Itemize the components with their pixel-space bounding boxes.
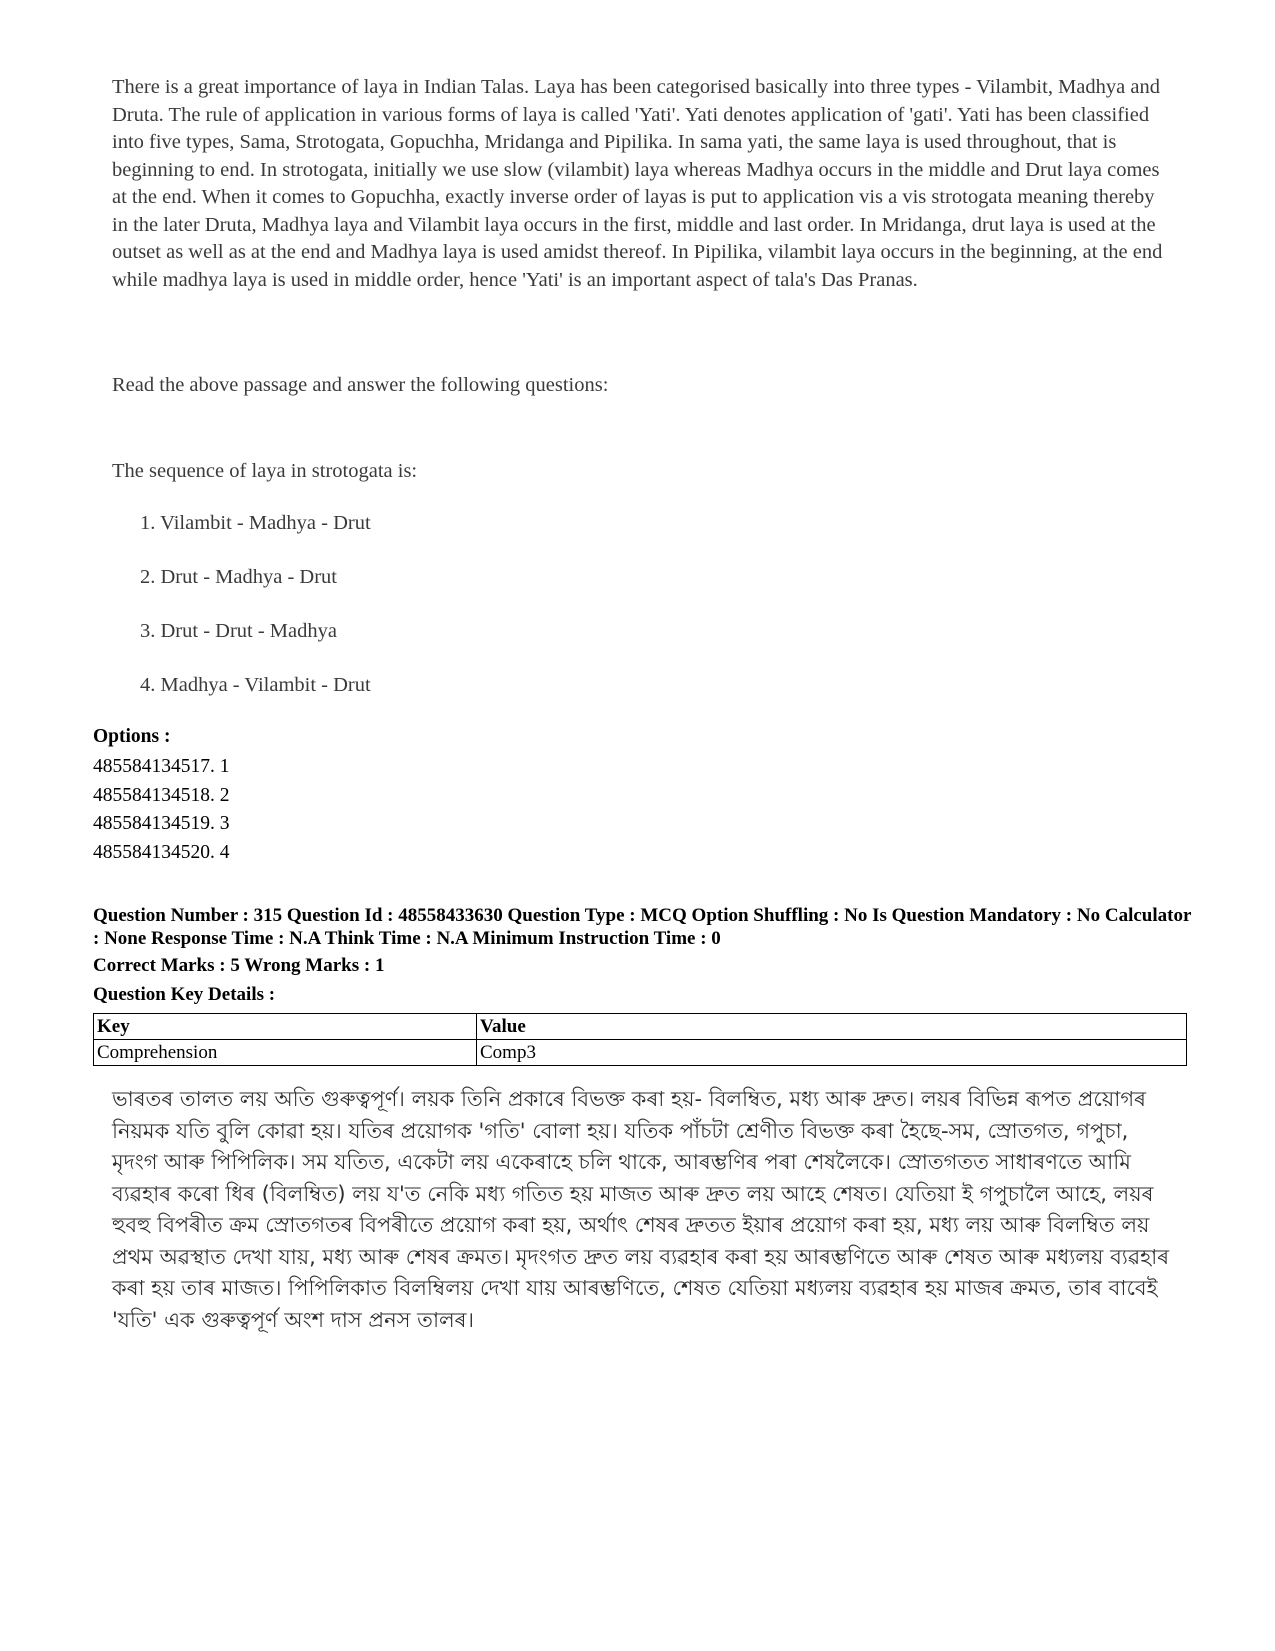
question-info: Question Number : 315 Question Id : 48558433630 Question Type : MCQ Option Shuffling : No Is Question Mandatory : No Calculator : None Response Time : N.A Think Time : N.A Minimum Instruction Time : 0: [93, 905, 1192, 949]
options-heading: Options :: [93, 726, 171, 747]
table-header-key: Key: [94, 1014, 477, 1040]
table-header-row: [94, 1014, 1187, 1040]
passage-english: There is a great importance of laya in Indian Talas. Laya has been categorised basically into three types - Vilambit, Madhya and Druta. The rule of application in various forms of laya is called 'Yati'. Yati denotes application of 'gati'. Yati has been classified into five types, Sama, Strotogata, Gopuchha, Mridanga and Pipilika. In sama yati, the same laya is used throughout, that is beginning to end. In strotogata, initially we use slow (vilambit) laya whereas Madhya occurs in the middle and Drut laya comes at the end. When it comes to Gopuchha, exactly inverse order of layas is put to application vis a vis strotogata meaning thereby in the later Druta, Madhya laya and Vilambit laya occurs in the first, middle and last order. In Mridanga, drut laya is used at the outset as well as at the end and Madhya laya is used amidst thereof. In Pipilika, vilambit laya occurs in the beginning, at the end while madhya laya is used in middle order, hence 'Yati' is an important aspect of tala's Das Pranas.: [112, 76, 1163, 291]
choice-list: [140, 512, 371, 728]
choice-item: 4. Madhya - Vilambit - Drut: [140, 674, 371, 696]
choice-item: 2. Drut - Madhya - Drut: [140, 566, 337, 588]
table-header-value: Value: [477, 1014, 1187, 1040]
choice-item: 3. Drut - Drut - Madhya: [140, 620, 337, 642]
question-stem: The sequence of laya in strotogata is:: [112, 460, 418, 482]
options-list: [93, 756, 230, 870]
table-cell-value: Comp3: [477, 1040, 1187, 1066]
option-item: 485584134518. 2: [93, 784, 230, 806]
instruction-text: Read the above passage and answer the following questions:: [112, 374, 609, 396]
marks-info: Correct Marks : 5 Wrong Marks : 1: [93, 955, 385, 976]
option-item: 485584134520. 4: [93, 841, 230, 863]
key-details-heading: Question Key Details :: [93, 984, 276, 1005]
table-cell-key: Comprehension: [94, 1040, 477, 1066]
table-row: [94, 1040, 1187, 1066]
key-details-table: [93, 1013, 1187, 1066]
option-item: 485584134517. 1: [93, 756, 230, 777]
passage-assamese: ভাৰতৰ তালত লয় অতি গুৰুত্বপূৰ্ণ। লয়ক তিনি প্ৰকাৰে বিভক্ত কৰা হয়- বিলম্বিত, মধ্য আৰু দ্রুত। লয়ৰ বিভিন্ন ৰূপত প্ৰয়োগৰ নিয়মক যতি বুলি কোৱা হয়। যতিৰ প্ৰয়োগক 'গতি' বোলা হয়। যতিক পাঁচটা শ্ৰেণীত বিভক্ত কৰা হৈছে-সম, স্রোতগত, গপুচা, মৃদংগ আৰু পিপিলিক। সম যতিত, একেটা লয় একেৰাহে চলি থাকে, আৰম্ভণিৰ পৰা শেষলৈকে। স্রোতগতত সাধাৰণতে আমি ব্যৱহাৰ কৰো ধিৰ (বিলম্বিত) লয় য'ত নেকি মধ্য গতিত হয় মাজত আৰু দ্রুত লয় আহে শেষত। যেতিয়া ই গপুচালৈ আহে, লয়ৰ হুবহু বিপৰীত ক্ৰম স্রোতগতৰ বিপৰীতে প্ৰয়োগ কৰা হয়, অৰ্থাৎ শেষৰ দ্রুতত ইয়াৰ প্ৰয়োগ কৰা হয়, মধ্য লয় আৰু বিলম্বিত লয় প্ৰথম অৱস্থাত দেখা যায়, মধ্য আৰু শেষৰ ক্ৰমত। মৃদংগত দ্রুত লয় ব্যৱহাৰ কৰা হয় আৰম্ভণিতে আৰু শেষত আৰু মধ্যলয় ব্যৱহাৰ কৰা হয় তাৰ মাজত। পিপিলিকাত বিলম্বিলয় দেখা যায় আৰম্ভণিতে, শেষত যেতিয়া মধ্যলয় ব্যৱহাৰ হয় মাজৰ ক্ৰমত, তাৰ বাবেই 'যতি' এক গুৰুত্বপূৰ্ণ অংশ দাস প্ৰনস তালৰ।: [112, 1087, 1170, 1332]
choice-item: 1. Vilambit - Madhya - Drut: [140, 512, 371, 534]
option-item: 485584134519. 3: [93, 813, 230, 834]
